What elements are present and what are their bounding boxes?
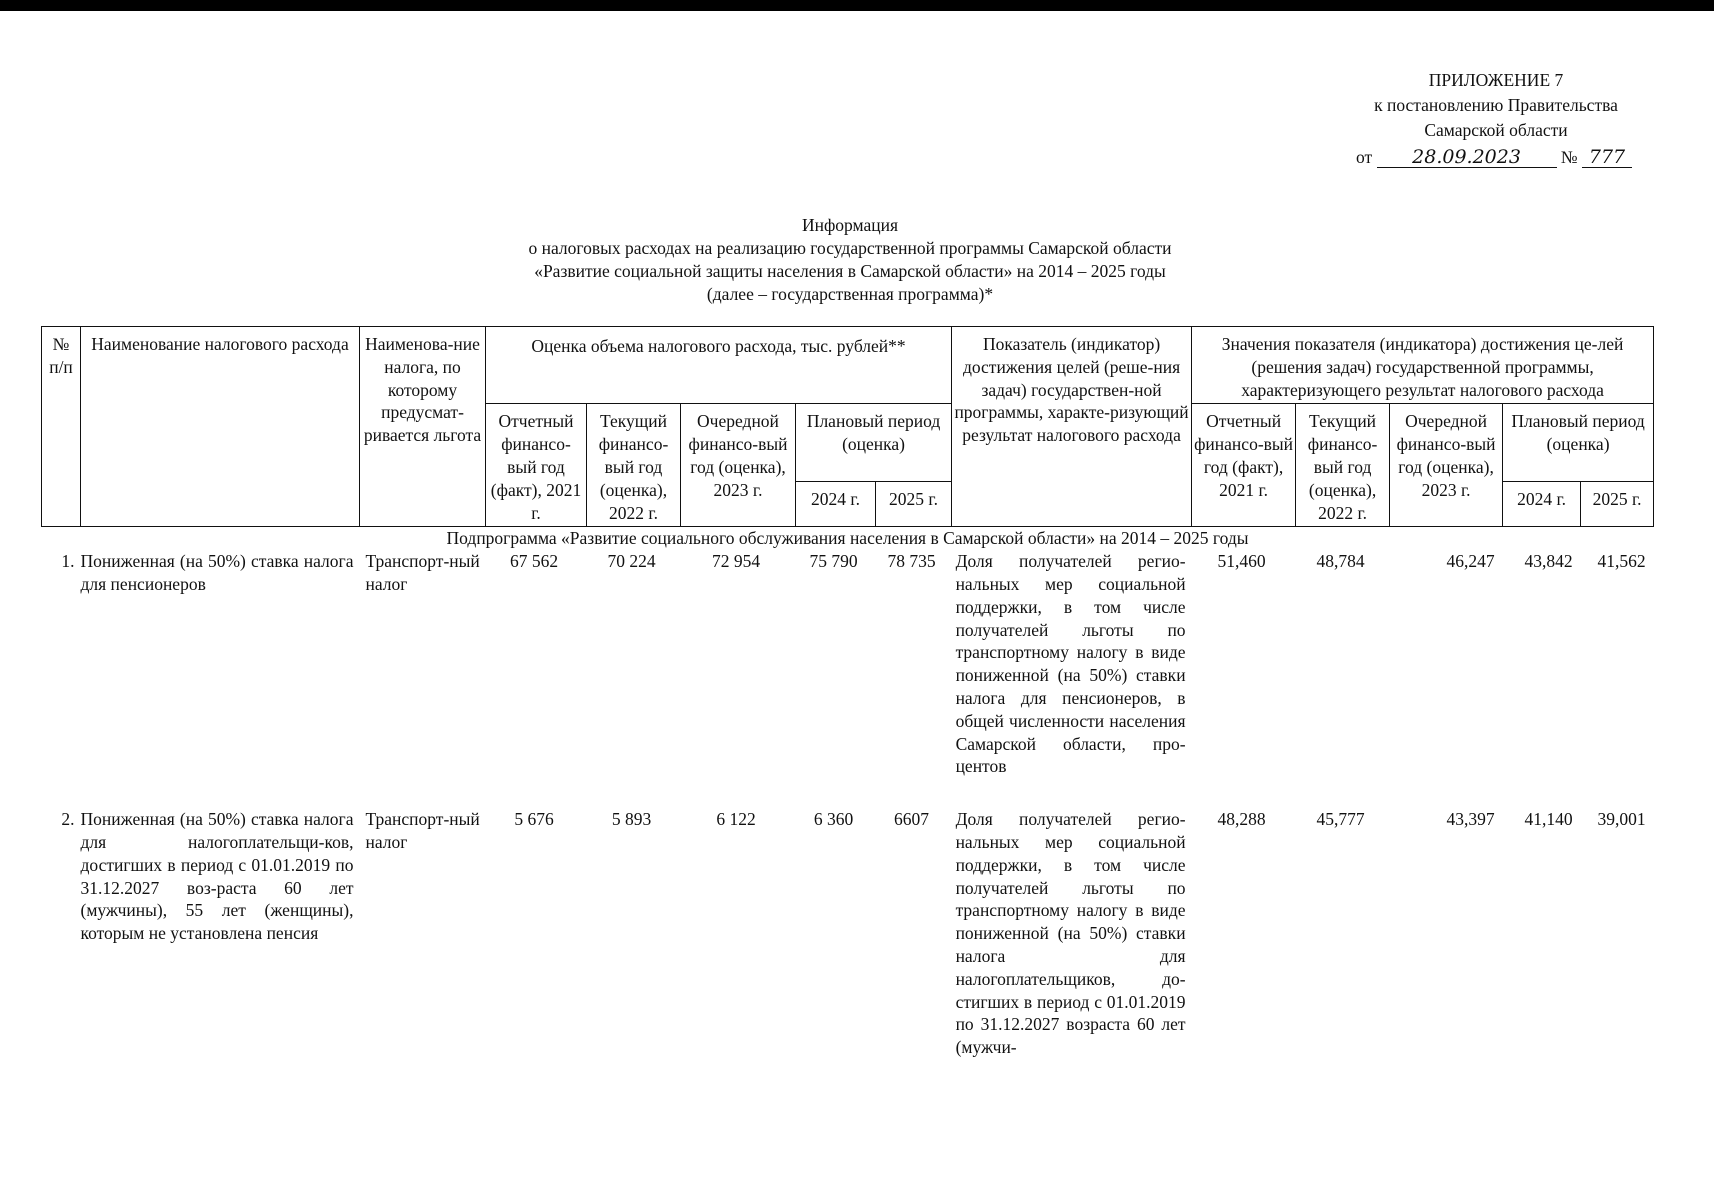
header-2025-values: 2025 г.: [1581, 482, 1654, 527]
row-indicator-2022: 45,777: [1316, 809, 1365, 830]
header-reporting-year-values: Отчетный финансо-вый год (факт), 2021 г.: [1192, 404, 1296, 527]
row-value-2021: 5 676: [514, 809, 554, 830]
row-value-2023: 72 954: [711, 551, 761, 572]
handwritten-date: 28.09.2023: [1377, 147, 1557, 168]
heading-line-4: (далее – государственная программа)*: [706, 284, 994, 304]
row-value-2024: 6 360: [813, 809, 854, 830]
tax-expenses-table: [41, 326, 1654, 1059]
row-indicator-2023: 43,397: [1446, 809, 1495, 830]
heading-line-1: Информация: [801, 215, 899, 235]
subprogram-title: Подпрограмма «Развитие социального обслуживания населения в Самарской области» на 2014 – 2025 годы: [446, 528, 1249, 549]
row-value-2022: 70 224: [607, 551, 656, 572]
row-value-2024: 75 790: [809, 551, 858, 572]
annex-block: [1346, 68, 1646, 170]
row-indicator-2025: 41,562: [1597, 551, 1646, 572]
heading-line-3: «Развитие социальной защиты населения в Самарской области» на 2014 – 2025 годы: [534, 261, 1166, 281]
table-row: [42, 808, 1654, 1059]
table-row: [42, 550, 1654, 778]
row-indicator-2021: 51,460: [1217, 551, 1266, 572]
row-indicator-2021: 48,288: [1217, 809, 1266, 830]
header-values-group: Значения показателя (индикатора) достижения це-лей (решения задач) государственной программы, характеризующего результат налогового расхода: [1192, 327, 1654, 404]
annex-line-region: Самарской области: [1424, 120, 1568, 140]
row-indicator: Доля получателей регио-нальных мер социальной поддержки, в том числе получателей льготы по транспортному налогу в виде пониженной (на 50%) ставки налога для налогоплательщиков, до-стигших в период с 01.01.2019 по 31.12.2027 возраста 60 лет (мужчи-: [955, 809, 1186, 1058]
annex-number-label: №: [1560, 147, 1578, 167]
annex-line-decree: к постановлению Правительства: [1374, 95, 1618, 115]
header-tax-name: Наименова-ние налога, по которому предусмат-ривается льгота: [360, 327, 486, 527]
row-indicator-2024: 41,140: [1524, 809, 1573, 830]
header-indicator: Показатель (индикатор) достижения целей (реше-ния задач) государствен-ной программы, характе-ризующий результат налогового расхода: [952, 327, 1192, 527]
row-expense-name: Пониженная (на 50%) ставка налога для налогоплательщи-ков, достигших в период с 01.01.2019 по 31.12.2027 воз-раста 60 лет (мужчины), 55 лет (женщины), которым не установлена пенсия: [80, 809, 354, 944]
header-current-year: Текущий финансо-вый год (оценка), 2022 г.: [587, 404, 681, 527]
row-value-2021: 67 562: [509, 551, 559, 572]
row-expense-name: Пониженная (на 50%) ставка налога для пенсионеров: [80, 551, 354, 594]
header-2024-values: 2024 г.: [1503, 482, 1581, 527]
header-2024: 2024 г.: [796, 482, 876, 527]
row-indicator-2023: 46,247: [1446, 551, 1495, 572]
row-tax-name: Транспорт-ный налог: [365, 551, 480, 594]
document-heading: [400, 214, 1300, 306]
row-num: 1.: [61, 551, 75, 572]
header-expense-name: Наименование налогового расхода: [81, 327, 360, 527]
heading-line-2: о налоговых расходах на реализацию государственной программы Самарской области: [528, 238, 1172, 258]
row-value-2025: 78 735: [887, 551, 936, 572]
row-indicator-2024: 43,842: [1524, 551, 1573, 572]
header-2025: 2025 г.: [876, 482, 952, 527]
row-value-2022: 5 893: [611, 809, 652, 830]
scan-top-border: [0, 0, 1714, 11]
header-reporting-year: Отчетный финансо-вый год (факт), 2021 г.: [486, 404, 587, 527]
header-current-year-values: Текущий финансо-вый год (оценка), 2022 г.: [1296, 404, 1390, 527]
header-num: № п/п: [42, 327, 81, 527]
header-next-year-values: Очередной финансо-вый год (оценка), 2023 г.: [1390, 404, 1503, 527]
subprogram-row: [42, 527, 1654, 550]
row-indicator: Доля получателей регио-нальных мер социальной поддержки, в том числе получателей льготы по транспортному налогу в виде пониженной (на 50%) ставки налога для пенсионеров, в общей численности населения Самарской области, про-центов: [955, 551, 1186, 777]
header-volume-group: Оценка объема налогового расхода, тыс. рублей**: [486, 327, 952, 404]
row-num: 2.: [61, 809, 75, 830]
annex-from-label: от: [1356, 147, 1373, 167]
header-planned-period: Плановый период (оценка): [796, 404, 952, 482]
row-indicator-2025: 39,001: [1597, 809, 1646, 830]
header-planned-period-values: Плановый период (оценка): [1503, 404, 1654, 482]
row-value-2025: 6607: [894, 809, 930, 830]
row-spacer: [42, 778, 1654, 808]
row-value-2023: 6 122: [716, 809, 756, 830]
row-tax-name: Транспорт-ный налог: [365, 809, 480, 852]
handwritten-number: 777: [1582, 147, 1632, 168]
annex-title: ПРИЛОЖЕНИЕ 7: [1428, 70, 1564, 90]
row-indicator-2022: 48,784: [1316, 551, 1365, 572]
annex-date-number: [1356, 145, 1646, 170]
header-next-year: Очередной финансо-вый год (оценка), 2023 г.: [681, 404, 796, 527]
